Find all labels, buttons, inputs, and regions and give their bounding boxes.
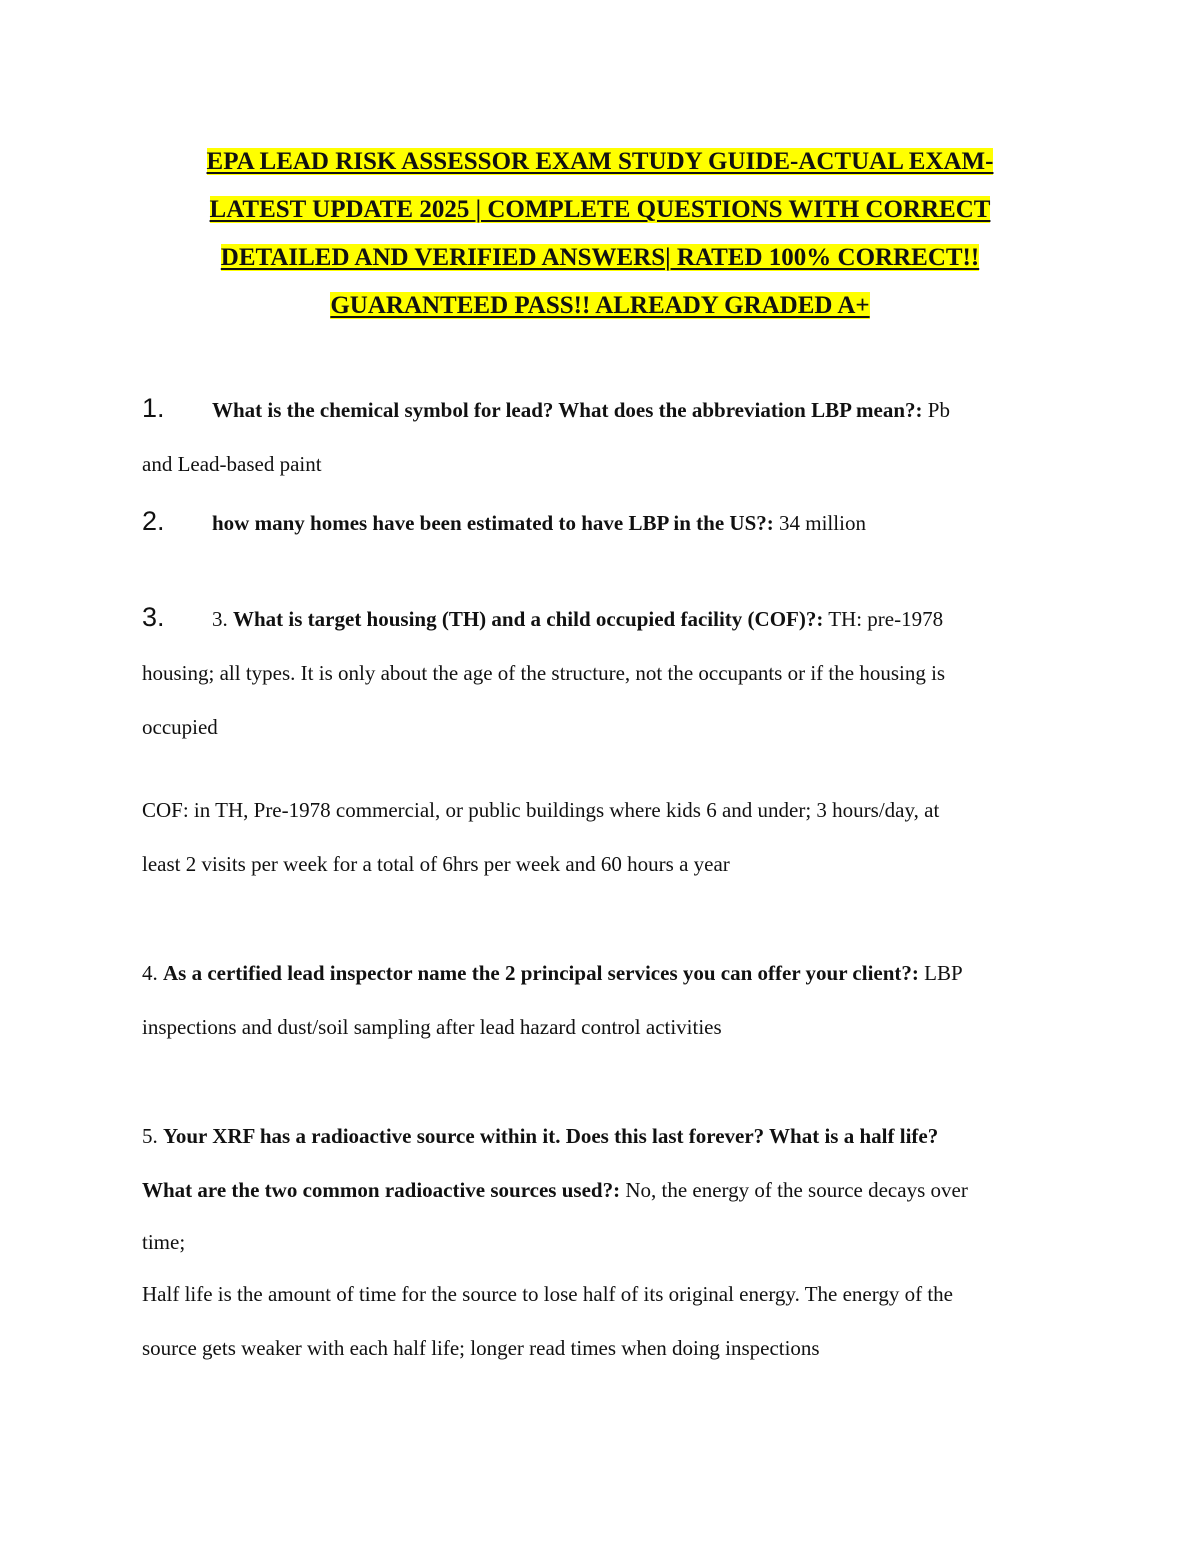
question-item-5	[142, 1109, 1062, 1375]
question-5-line-2	[142, 1163, 1062, 1217]
title-line-1: EPA LEAD RISK ASSESSOR EXAM STUDY GUIDE-ACTUAL EXAM-	[206, 148, 994, 175]
title-line-3: DETAILED AND VERIFIED ANSWERS| RATED 100% CORRECT!!	[220, 244, 980, 271]
question-item-1	[142, 381, 1062, 491]
question-2-line	[142, 494, 1062, 550]
title-line-4: GUARANTEED PASS!! ALREADY GRADED A+	[330, 292, 870, 319]
cof-paragraph	[142, 783, 1062, 891]
question-5-line-1	[142, 1109, 1062, 1163]
question-2-text: how many homes have been estimated to have LBP in the US?:	[212, 511, 774, 535]
answer-5-part4: source gets weaker with each half life; longer read times when doing inspections	[142, 1336, 820, 1360]
question-2-number: 2.	[142, 506, 165, 536]
answer-5-part2: time;	[142, 1230, 186, 1254]
question-5-text-part1: Your XRF has a radioactive source within it. Does this last forever? What is a half life?	[163, 1124, 939, 1148]
question-item-3	[142, 590, 1062, 754]
question-3-line	[142, 590, 1062, 646]
answer-2: 34 million	[779, 511, 866, 535]
question-3-text: What is target housing (TH) and a child occupied facility (COF)?:	[233, 607, 824, 631]
question-1-number: 1.	[142, 393, 165, 423]
cof-line-2: least 2 visits per week for a total of 6hrs per week and 60 hours a year	[142, 852, 730, 876]
question-3-prefix: 3.	[212, 607, 228, 631]
answer-4-part2: inspections and dust/soil sampling after lead hazard control activities	[142, 1015, 722, 1039]
answer-1-part1: Pb	[927, 398, 950, 422]
question-5-text-part2: What are the two common radioactive sources used?:	[142, 1178, 621, 1202]
question-1-line	[142, 381, 1062, 437]
question-1-text: What is the chemical symbol for lead? What does the abbreviation LBP mean?:	[212, 398, 923, 422]
title-line-2: LATEST UPDATE 2025 | COMPLETE QUESTIONS WITH CORRECT	[209, 196, 991, 223]
question-4-number: 4.	[142, 961, 158, 985]
question-item-4	[142, 946, 1062, 1054]
answer-3-part3: occupied	[142, 715, 218, 739]
answer-3-part1: TH: pre-1978	[828, 607, 944, 631]
question-5-number: 5.	[142, 1124, 158, 1148]
cof-line-1: COF: in TH, Pre-1978 commercial, or public buildings where kids 6 and under; 3 hours/day, at	[142, 798, 940, 822]
question-4-text: As a certified lead inspector name the 2 principal services you can offer your client?:	[163, 961, 919, 985]
answer-5-part3: Half life is the amount of time for the source to lose half of its original energy. The energy of the	[142, 1282, 953, 1306]
answer-1-part2: and Lead-based paint	[142, 452, 322, 476]
answer-5-part1: No, the energy of the source decays over	[625, 1178, 968, 1202]
document-title	[140, 138, 1060, 330]
question-item-2	[142, 494, 1062, 550]
question-4-line	[142, 946, 1062, 1000]
answer-4-part1: LBP	[924, 961, 963, 985]
question-3-number: 3.	[142, 602, 165, 632]
answer-3-part2: housing; all types. It is only about the age of the structure, not the occupants or if the housing is	[142, 661, 946, 685]
